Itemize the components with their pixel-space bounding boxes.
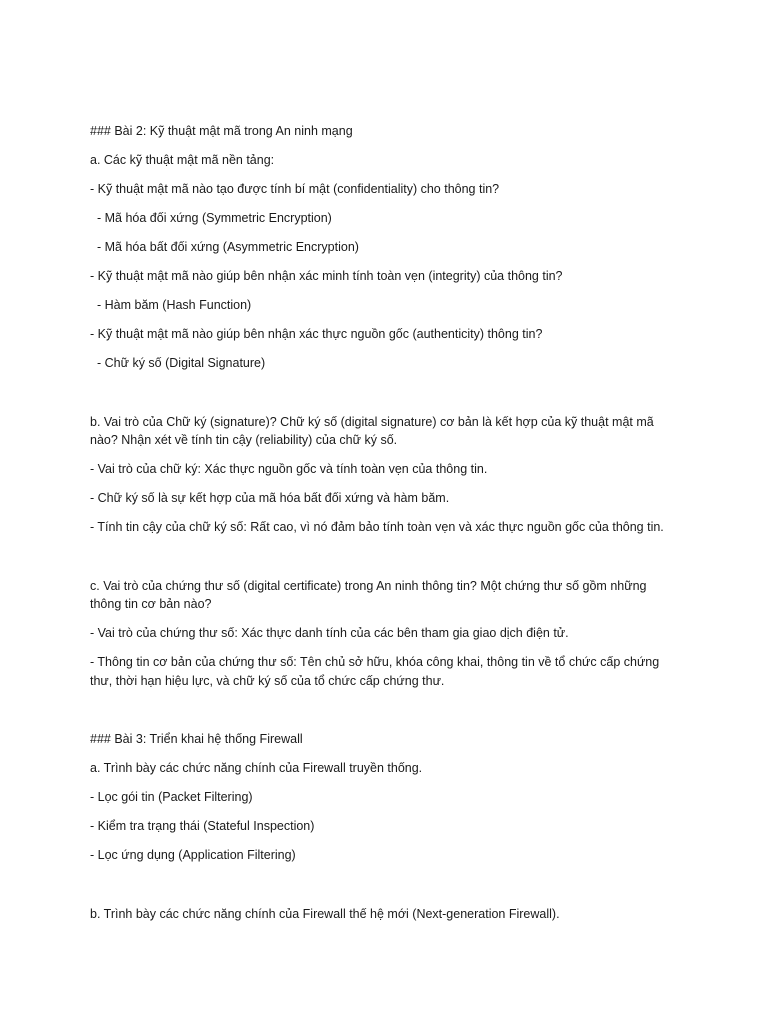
subheading-b-line-2: nào? Nhận xét về tính tin cậy (reliability) của chữ ký số. [90,433,398,447]
subheading-a: a. Các kỹ thuật mật mã nền tảng: [90,153,275,167]
subheading-a: a. Trình bày các chức năng chính của Firewall truyền thống. [90,761,423,775]
answer-line: - Mã hóa đối xứng (Symmetric Encryption) [97,211,332,225]
answer-line: - Kiểm tra trạng thái (Stateful Inspection) [90,819,315,833]
question-line: - Kỹ thuật mật mã nào tạo được tính bí mật (confidentiality) cho thông tin? [90,182,500,196]
subheading-b-line-1: b. Vai trò của Chữ ký (signature)? Chữ ký số (digital signature) cơ bản là kết hợp của kỹ thuật mật mã [90,415,654,429]
subheading-b: b. Trình bày các chức năng chính của Firewall thế hệ mới (Next-generation Firewall). [90,907,560,921]
answer-line: - Hàm băm (Hash Function) [97,298,252,312]
answer-line: - Mã hóa bất đối xứng (Asymmetric Encryption) [97,240,359,254]
question-line: - Kỹ thuật mật mã nào giúp bên nhận xác minh tính toàn vẹn (integrity) của thông tin? [90,269,563,283]
answer-line: - Chữ ký số (Digital Signature) [97,356,266,370]
subheading-c-line-1: c. Vai trò của chứng thư số (digital certificate) trong An ninh thông tin? Một chứng thư số gồm những [90,579,647,593]
answer-line-1: - Thông tin cơ bản của chứng thư số: Tên chủ sở hữu, khóa công khai, thông tin về tổ chức cấp chứng [90,655,660,669]
heading-bai-2: ### Bài 2: Kỹ thuật mật mã trong An ninh mạng [90,124,353,138]
answer-line: - Vai trò của chứng thư số: Xác thực danh tính của các bên tham gia giao dịch điện tử. [90,626,569,640]
answer-line: - Vai trò của chữ ký: Xác thực nguồn gốc và tính toàn vẹn của thông tin. [90,462,488,476]
answer-line: - Chữ ký số là sự kết hợp của mã hóa bất đối xứng và hàm băm. [90,491,450,505]
answer-line: - Lọc ứng dụng (Application Filtering) [90,848,296,862]
question-line: - Kỹ thuật mật mã nào giúp bên nhận xác thực nguồn gốc (authenticity) thông tin? [90,327,543,341]
answer-line: - Tính tin cậy của chữ ký số: Rất cao, vì nó đảm bảo tính toàn vẹn và xác thực nguồn gốc của thông tin. [90,520,664,534]
answer-line-2: thư, thời hạn hiệu lực, và chữ ký số của tổ chức cấp chứng thư. [90,674,445,688]
heading-bai-3: ### Bài 3: Triển khai hệ thống Firewall [90,732,303,746]
answer-line: - Lọc gói tin (Packet Filtering) [90,790,253,804]
subheading-c-line-2: thông tin cơ bản nào? [90,597,212,611]
